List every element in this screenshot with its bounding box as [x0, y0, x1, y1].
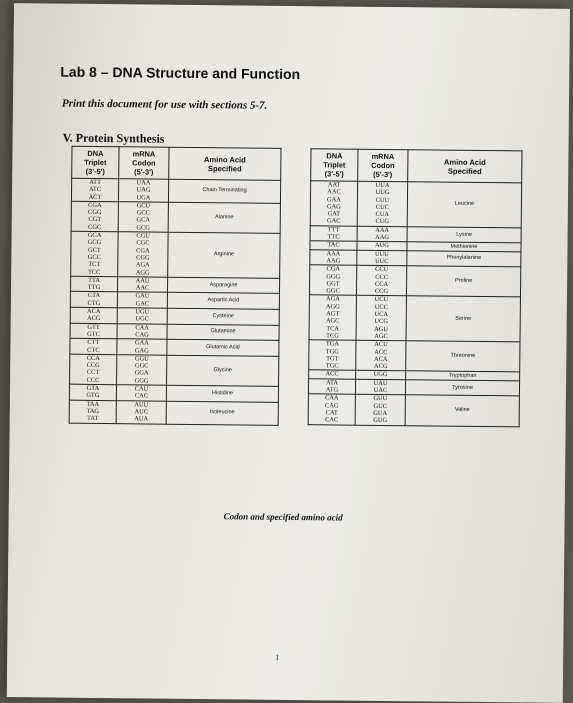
codon-text: AGC — [325, 317, 340, 325]
amino-acid-cell: Glycine — [167, 355, 279, 386]
codon-text: CGU — [136, 232, 150, 240]
mrna-codon-cell — [356, 296, 406, 341]
amino-acid-cell: Tryptophan — [406, 371, 520, 380]
codon-text: GGT — [326, 280, 340, 288]
codon-text: CGA — [136, 247, 150, 255]
mrna-codon-cell — [356, 340, 406, 371]
codon-text: GCU — [136, 202, 151, 210]
codon-text: UAU — [373, 379, 388, 387]
dna-triplet-cell — [69, 384, 116, 400]
dna-triplet-cell — [71, 201, 118, 232]
codon-text: CTA — [87, 292, 101, 300]
amino-acid-cell: Alanine — [168, 202, 280, 233]
dna-triplet-header: DNA Triplet (3'-5') — [311, 149, 358, 181]
amino-acid-cell: Serine — [406, 296, 520, 342]
codon-text: TAG — [86, 407, 100, 415]
codon-text: TAA — [86, 400, 100, 408]
amino-acid-header: Amino Acid Specified — [408, 150, 522, 183]
codon-text: AAC — [135, 284, 150, 292]
codon-text: GGC — [326, 287, 340, 295]
codon-text: GAC — [135, 300, 150, 308]
mrna-codon-cell — [118, 232, 168, 277]
amino-acid-cell: Glutamine — [167, 324, 279, 341]
codon-text: GAC — [326, 217, 341, 226]
codon-text: TCA — [326, 325, 340, 333]
codon-text: ACA — [374, 355, 388, 363]
codon-text: AAC — [327, 188, 341, 196]
mrna-codon-cell — [117, 339, 167, 355]
mrna-codon-cell — [117, 277, 167, 293]
codon-text: UAC — [373, 386, 388, 395]
codon-text: TGA — [325, 340, 340, 348]
codon-text: AGU — [374, 325, 389, 333]
table-row — [69, 400, 278, 425]
mrna-codon-cell — [118, 179, 168, 202]
codon-text: CAA — [135, 324, 149, 332]
amino-acid-cell: Threonine — [406, 341, 520, 372]
codon-text: CAC — [134, 392, 149, 400]
codon-text: CAG — [325, 401, 339, 410]
codon-text: TTA — [88, 276, 101, 284]
codon-text: UCC — [374, 303, 388, 311]
codon-text: GCC — [87, 253, 101, 261]
mrna-codon-cell — [355, 379, 405, 395]
amino-acid-cell: Tyrosine — [405, 379, 519, 396]
codon-text: GAA — [327, 195, 341, 204]
codon-text: TTG — [87, 284, 101, 292]
table-row — [309, 265, 520, 297]
codon-text: TGG — [325, 347, 339, 356]
codon-text: GCG — [136, 224, 150, 232]
amino-acid-cell: Cysteine — [167, 308, 279, 325]
amino-acid-cell: Proline — [406, 266, 520, 297]
codon-text: GGA — [134, 369, 149, 377]
mrna-codon-cell — [355, 394, 405, 425]
codon-text: ACC — [325, 370, 339, 378]
mrna-codon-cell — [117, 292, 167, 308]
codon-text: ACT — [88, 193, 102, 201]
codon-text: GCT — [87, 246, 101, 254]
codon-text: AGC — [374, 332, 388, 340]
amino-acid-header: Amino Acid Specified — [169, 147, 281, 180]
amino-acid-cell: Arginine — [168, 232, 280, 278]
codon-text: AAA — [375, 226, 390, 234]
codon-text: CGC — [88, 223, 102, 231]
codon-text: CGA — [88, 201, 102, 209]
codon-text: TAC — [327, 241, 340, 249]
codon-text: GGU — [134, 355, 149, 363]
codon-text: CUA — [375, 211, 390, 219]
codon-text: CUC — [375, 203, 389, 211]
dna-triplet-cell — [308, 378, 355, 394]
page-number: 1 — [275, 652, 280, 662]
codon-text: TCG — [326, 332, 339, 340]
codon-text: CTC — [87, 346, 100, 354]
dna-triplet-cell — [309, 265, 356, 296]
dna-triplet-cell — [310, 249, 357, 265]
codon-table-left — [69, 146, 282, 426]
codon-text: AAT — [327, 181, 341, 189]
codon-text: TTT — [327, 226, 340, 234]
codon-text: ATT — [89, 178, 102, 187]
codon-text: CCG — [86, 361, 100, 370]
amino-acid-cell: Aspartic Acid — [167, 293, 279, 310]
codon-text: AGT — [326, 310, 340, 318]
codon-text: CUG — [375, 218, 390, 226]
codon-text: ATA — [326, 379, 339, 387]
dna-triplet-header: DNA Triplet (3'-5') — [72, 146, 119, 178]
codon-text: GUC — [373, 402, 388, 410]
table-row — [71, 201, 280, 233]
document-title: Lab 8 – DNA Structure and Function — [60, 63, 301, 83]
table-row — [71, 178, 280, 203]
codon-text: UGA — [136, 193, 151, 202]
dna-triplet-cell — [309, 340, 356, 371]
codon-text: AGG — [135, 268, 150, 277]
codon-text: GCA — [136, 216, 151, 225]
codon-text: TGT — [326, 355, 339, 363]
mrna-codon-cell — [357, 226, 407, 242]
codon-text: UUG — [375, 189, 390, 197]
codon-text: CAA — [325, 394, 339, 402]
table-header-row — [72, 146, 281, 180]
table-row — [309, 295, 520, 342]
codon-text: CAT — [325, 409, 338, 417]
dna-triplet-cell — [309, 295, 356, 340]
codon-text: TGC — [325, 362, 339, 370]
codon-text: TAT — [87, 415, 99, 423]
mrna-codon-cell — [117, 355, 167, 386]
codon-text: GAT — [327, 210, 341, 218]
table-row — [310, 181, 521, 228]
codon-text: CAG — [135, 331, 149, 339]
codon-text: CUU — [375, 196, 390, 204]
codon-text: ACG — [86, 315, 101, 323]
codon-text: GGG — [326, 272, 341, 281]
dna-triplet-cell — [70, 307, 117, 323]
table-row — [309, 340, 520, 372]
amino-acid-cell: Leucine — [407, 182, 521, 228]
codon-text: CCG — [374, 288, 389, 296]
dna-triplet-cell — [70, 354, 117, 385]
dna-triplet-cell — [310, 225, 357, 241]
mrna-codon-cell — [117, 308, 167, 324]
codon-text: GAA — [134, 339, 149, 347]
codon-text: CCA — [86, 354, 100, 362]
codon-text: AAG — [375, 233, 390, 242]
dna-triplet-cell — [70, 292, 117, 308]
codon-text: GAG — [134, 346, 149, 355]
document-page — [7, 3, 570, 703]
codon-text: GTC — [87, 330, 100, 338]
codon-text: CGC — [136, 239, 150, 247]
mrna-codon-cell — [357, 181, 407, 226]
table-row — [70, 354, 279, 386]
mrna-codon-header: mRNA Codon (5'-3') — [358, 149, 408, 182]
codon-text: UCA — [374, 310, 389, 319]
codon-text: AGA — [325, 295, 340, 303]
codon-text: CGT — [88, 216, 102, 224]
amino-acid-cell: Valine — [405, 395, 519, 426]
codon-text: TTC — [327, 233, 340, 241]
dna-triplet-cell — [70, 276, 117, 292]
table-header-row — [311, 149, 522, 183]
codon-text: CGG — [136, 254, 150, 262]
codon-text: CGA — [326, 265, 341, 273]
dna-triplet-cell — [310, 181, 357, 226]
print-instructions: Print this document for use with sections 5-7. — [61, 97, 268, 112]
table-row — [308, 394, 519, 426]
codon-text: CTT — [87, 339, 100, 347]
codon-text: ACU — [374, 341, 388, 349]
codon-text: ATG — [325, 386, 339, 394]
dna-triplet-cell — [71, 178, 118, 201]
codon-text: GGC — [134, 362, 149, 370]
codon-text: GTG — [86, 392, 100, 400]
codon-text: GTA — [86, 384, 100, 393]
codon-text: CCU — [375, 266, 389, 274]
codon-text: GAG — [326, 203, 341, 211]
codon-text: ACC — [374, 348, 388, 356]
dna-triplet-cell — [70, 338, 117, 354]
codon-text: AUG — [375, 242, 389, 250]
codon-text: UGC — [135, 315, 149, 323]
codon-text: CAC — [325, 416, 339, 424]
codon-text: CGG — [88, 209, 102, 217]
codon-text: GUG — [373, 417, 388, 425]
dna-triplet-cell — [308, 394, 355, 425]
codon-text: ACG — [373, 363, 388, 371]
codon-text: UGG — [373, 371, 388, 379]
codon-text: GCC — [136, 209, 150, 217]
mrna-codon-cell — [118, 202, 168, 233]
dna-triplet-cell — [71, 231, 118, 276]
codon-text: AAA — [326, 250, 341, 258]
amino-acid-cell: Isoleucine — [166, 401, 278, 425]
mrna-codon-header: mRNA Codon (5'-3') — [119, 147, 169, 180]
codon-text: UUA — [375, 181, 390, 190]
codon-text: CCC — [375, 273, 389, 281]
mrna-codon-cell — [357, 250, 407, 266]
codon-text: CCC — [86, 376, 100, 384]
amino-acid-cell: Asparagine — [167, 277, 279, 294]
mrna-codon-cell — [117, 323, 167, 339]
codon-text: GCA — [87, 231, 102, 240]
codon-text: AUU — [134, 400, 149, 409]
codon-text: GTT — [87, 323, 100, 331]
codon-text: UAG — [136, 186, 151, 194]
codon-text: ACA — [87, 307, 101, 316]
codon-text: CCT — [86, 369, 100, 377]
amino-acid-cell: Lysine — [407, 226, 521, 243]
amino-acid-cell: Chain Terminating — [168, 179, 280, 203]
codon-text: TCT — [88, 261, 101, 269]
codon-text: AUC — [134, 408, 149, 416]
amino-acid-cell: Histidine — [166, 385, 278, 402]
amino-acid-cell: Methionine — [407, 242, 521, 251]
codon-text: AAG — [326, 257, 341, 265]
codon-text: TCC — [87, 268, 101, 276]
codon-text: GCG — [87, 239, 102, 247]
mrna-codon-cell — [116, 400, 166, 423]
codon-text: GUU — [373, 395, 388, 403]
codon-text: GUA — [373, 409, 388, 417]
codon-text: AGA — [135, 261, 150, 269]
codon-table-right — [308, 148, 523, 427]
codon-text: AUA — [134, 415, 149, 423]
codon-text: UCG — [374, 318, 388, 326]
codon-text: UGU — [135, 308, 150, 316]
mrna-codon-cell — [116, 385, 166, 401]
mrna-codon-cell — [356, 265, 406, 296]
codon-text: GAU — [135, 292, 150, 300]
dna-triplet-cell — [69, 400, 116, 423]
section-heading: V. Protein Synthesis — [62, 130, 165, 146]
codon-text: UCU — [374, 296, 389, 304]
codon-text: UAA — [136, 179, 151, 187]
codon-text: CCA — [374, 280, 389, 288]
codon-text: GGG — [134, 377, 149, 385]
amino-acid-cell: Glutamic Acid — [167, 339, 279, 356]
codon-text: UUC — [375, 257, 389, 265]
codon-text: UUU — [374, 250, 389, 258]
codon-text: CTG — [87, 299, 101, 307]
codon-text: ATC — [88, 186, 102, 194]
table-row — [71, 231, 280, 278]
dna-triplet-cell — [70, 323, 117, 339]
table-caption: Codon and specified amino acid — [223, 511, 343, 523]
codon-text: AAU — [135, 277, 150, 285]
codon-text: AGG — [325, 303, 340, 311]
amino-acid-cell: Phenylalanine — [407, 250, 521, 267]
codon-text: CAU — [134, 385, 149, 393]
